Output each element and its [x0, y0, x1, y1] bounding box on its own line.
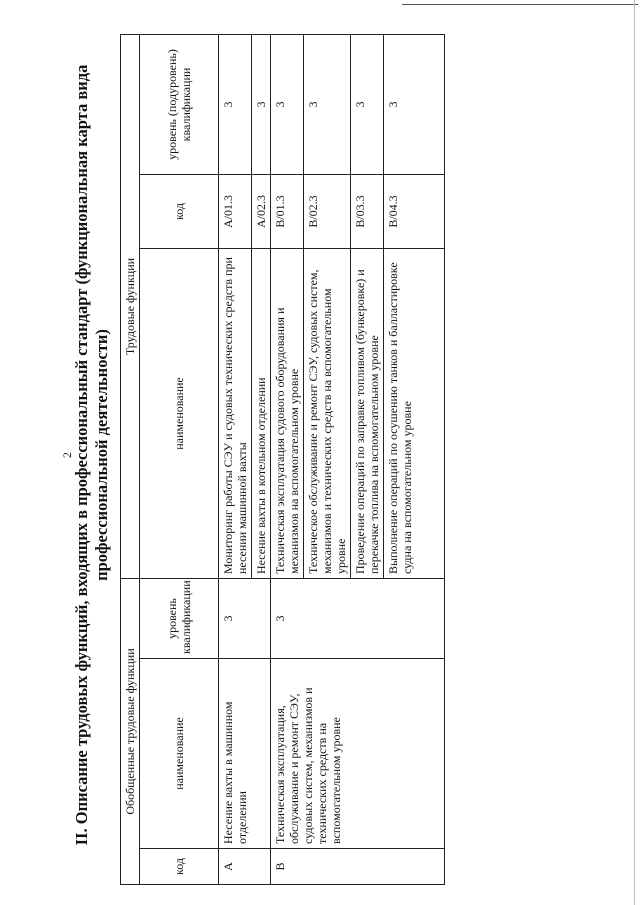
- gen-level-cell: 3: [219, 579, 271, 659]
- tf-name-cell: Выполнение операций по осушению танков и балластировке судна на вспомогательном уровне: [384, 249, 445, 579]
- page-number: 2: [60, 452, 74, 458]
- gen-code-cell: B: [271, 849, 445, 885]
- tf-code-cell: B/01.3: [271, 175, 304, 249]
- tf-name-cell: Проведение операций по заправке топливом (бункеровке) и перекачке топлива на вспомогательном уровне: [351, 249, 384, 579]
- tf-level-cell: 3: [252, 35, 271, 175]
- group-generalized-header: Обобщенные трудовые функции: [121, 579, 140, 885]
- tf-level-cell: 3: [271, 35, 304, 175]
- tf-code-cell: A/01.3: [219, 175, 252, 249]
- tf-level-cell: 3: [219, 35, 252, 175]
- gen-name-cell: Несение вахты в машинном отделении: [219, 659, 271, 849]
- tf-level-cell: 3: [351, 35, 384, 175]
- gen-code-cell: A: [219, 849, 271, 885]
- tf-code-cell: B/03.3: [351, 175, 384, 249]
- col-code-header: код: [140, 849, 219, 885]
- col-tf-code-header: код: [140, 175, 219, 249]
- col-level-header: уровень квалификации: [140, 579, 219, 659]
- scan-edge: [634, 0, 635, 905]
- table-row: [219, 35, 252, 885]
- tf-name-cell: Техническая эксплуатация судового оборудования и механизмов на вспомогательном уровне: [271, 249, 304, 579]
- table-group-header: [121, 35, 140, 885]
- table-row: [271, 35, 304, 885]
- title-line-2: профессиональной деятельности): [92, 329, 111, 581]
- rotated-page: [60, 25, 620, 885]
- tf-name-cell: Мониторинг работы СЭУ и судовых технических средств при несении машинной вахты: [219, 249, 252, 579]
- tf-name-cell: Несение вахты в котельном отделении: [252, 249, 271, 579]
- gen-name-cell: Техническая эксплуатация, обслуживание и ремонт СЭУ, судовых систем, механизмов и технических средств на вспомогательном уровне: [271, 659, 445, 849]
- tf-level-cell: 3: [384, 35, 445, 175]
- scan-border-line: [402, 4, 638, 5]
- gen-level-cell: 3: [271, 579, 445, 659]
- title-line-1: II. Описание трудовых функций, входящих в профессиональный стандарт (функциональная карта вида: [72, 64, 91, 846]
- tf-code-cell: A/02.3: [252, 175, 271, 249]
- tf-name-cell: Техническое обслуживание и ремонт СЭУ, судовых систем, механизмов и технических средств на вспомогательном уровне: [304, 249, 351, 579]
- tf-level-cell: 3: [304, 35, 351, 175]
- table-column-header: [140, 35, 219, 885]
- section-title: [72, 35, 112, 875]
- tf-code-cell: B/02.3: [304, 175, 351, 249]
- group-labor-header: Трудовые функции: [121, 35, 140, 579]
- function-map-table: [120, 34, 445, 885]
- col-name-header: наименование: [140, 659, 219, 849]
- col-tf-level-header: уровень (подуровень) квалификации: [140, 35, 219, 175]
- col-tf-name-header: наименование: [140, 249, 219, 579]
- tf-code-cell: B/04.3: [384, 175, 445, 249]
